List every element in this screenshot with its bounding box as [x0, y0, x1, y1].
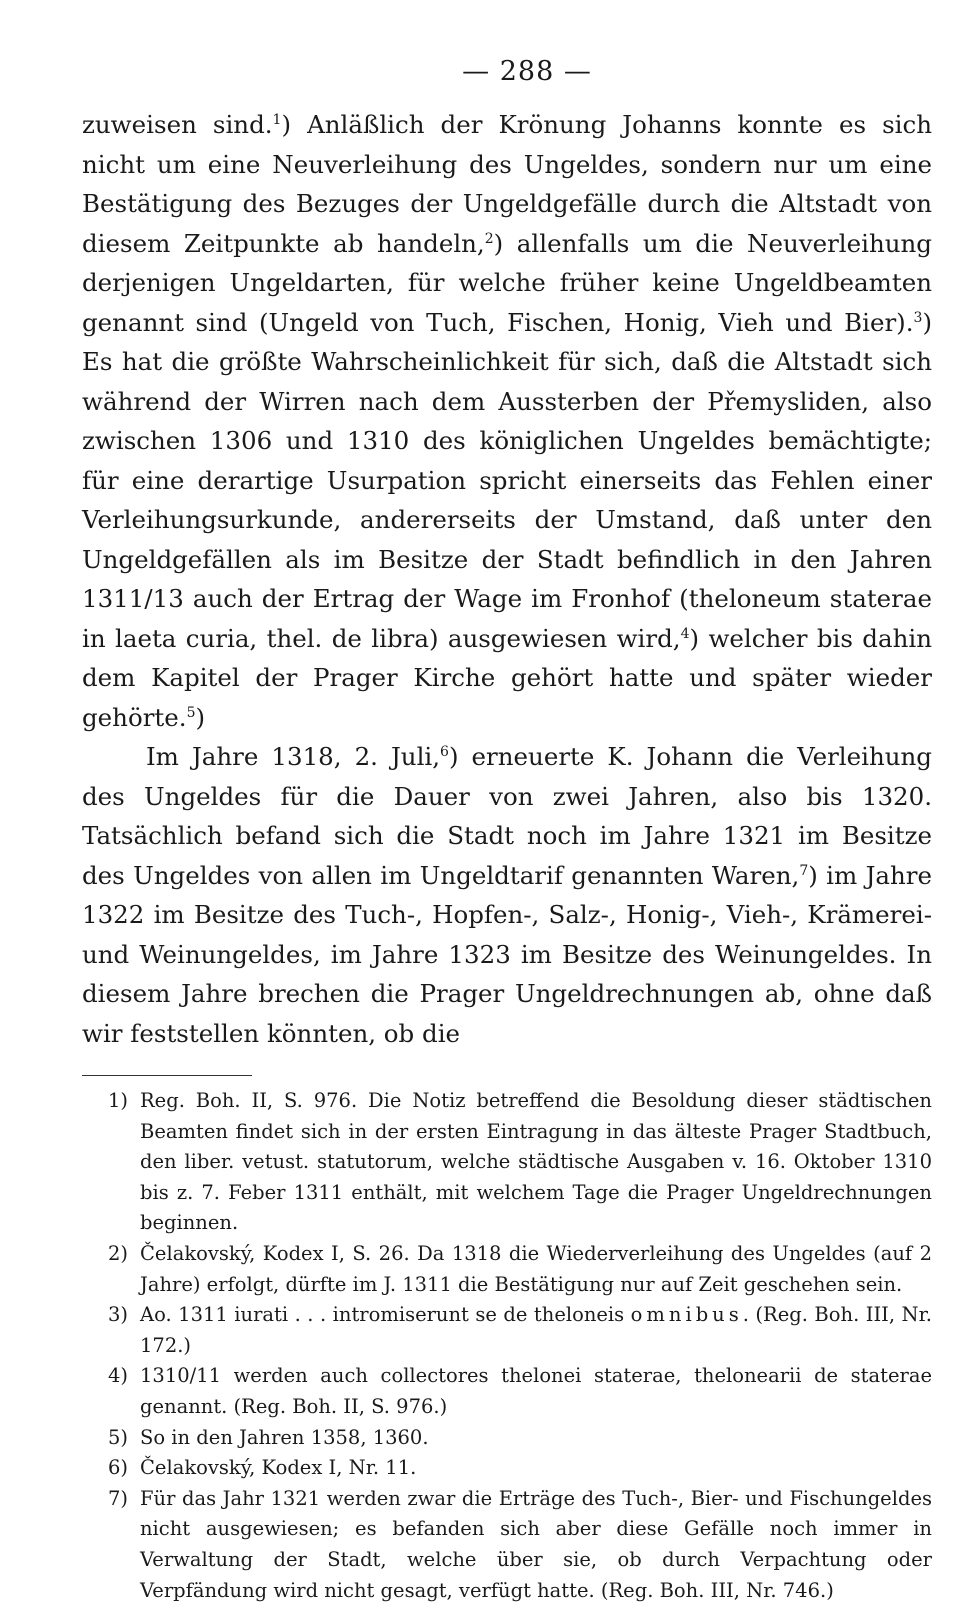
footnote-divider [82, 1075, 252, 1076]
footnote-number: 5) [108, 1425, 129, 1449]
text-run: ) [195, 702, 206, 732]
footnote-number: 6) [108, 1456, 129, 1480]
footnote [82, 1086, 932, 1239]
footnote [82, 1484, 932, 1606]
text-run: . (Reg. Boh. III, Nr. 172.) [140, 1303, 932, 1357]
footnote-reference: 4 [680, 625, 690, 642]
footnote [82, 1423, 932, 1454]
main-text [82, 105, 932, 1053]
footnote [82, 1361, 932, 1422]
emphasized-text: omnibus [630, 1303, 743, 1327]
footnote-reference: 7 [799, 862, 809, 879]
text-run: ) Es hat die größte Wahrscheinlichkeit für sich, daß die Altstadt sich während der Wirren nach dem Aussterben der Přemysliden, also zwischen 1306 und 1310 des königlichen Ungeldes bemächtigte; für eine derartige Usurpation spricht einerseits das Fehlen einer Verleihungsurkunde, andererseits der Umstand, daß unter den Ungeldgefällen als im Besitze der Stadt befindlich in den Jahren 1311/13 auch der Ertrag der Wage im Fronhof (theloneum staterae in laeta curia, thel. de libra) ausgewiesen wird, [82, 307, 932, 653]
text-run: zuweisen sind. [82, 110, 273, 139]
text-run: Ao. 1311 iurati . . . intromiserunt se de theloneis [140, 1303, 631, 1327]
footnote-reference: 1 [272, 111, 282, 128]
footnote-reference: 2 [484, 230, 494, 247]
text-run: Reg. Boh. II, S. 976. Die Notiz betreffend die Besoldung dieser städtischen Beamten findet sich in der ersten Eintragung in das älteste Prager Stadtbuch, den liber. vetust. statutorum, welche städtische Ausgaben v. 16. Oktober 1310 bis z. 7. Feber 1311 enthält, mit welchem Tage die Prager Ungeldrechnungen beginnen. [140, 1089, 932, 1235]
text-run: Für das Jahr 1321 werden zwar die Erträge des Tuch-, Bier- und Fischungeldes nicht ausgewiesen; es befanden sich aber diese Gefälle noch immer in Verwaltung der Stadt, welche über sie, ob durch Verpachtung oder Verpfändung wird nicht gesagt, verfügt hatte. (Reg. Boh. III, Nr. 746.) [140, 1486, 932, 1602]
footnote [82, 1453, 932, 1484]
footnote-reference: 3 [913, 309, 923, 326]
text-run: Čelakovský, Kodex I, Nr. 11. [140, 1456, 417, 1480]
text-run: ) welcher bis dahin dem Kapitel der Prager Kirche gehört hatte und später wieder gehörte. [82, 623, 932, 732]
text-run: So in den Jahren 1358, 1360. [140, 1425, 429, 1449]
footnotes-list [82, 1086, 932, 1606]
footnote-number: 7) [108, 1486, 129, 1510]
paragraph [82, 105, 932, 737]
footnote-number: 2) [108, 1241, 129, 1265]
text-run: ) Anläßlich der Krönung Johanns konnte es sich nicht um eine Neuverleihung des Ungeldes, sondern nur um eine Bestätigung des Bezuges der Ungeldgefälle durch die Altstadt von diesem Zeitpunkte ab handeln, [82, 110, 932, 258]
text-run: ) im Jahre 1322 im Besitze des Tuch-, Hopfen-, Salz-, Honig-, Vieh-, Krämerei- und Weinungeldes, im Jahre 1323 im Besitze des Weinungeldes. In diesem Jahre brechen die Prager Ungeldrechnungen ab, ohne daß wir feststellen könnten, ob die [82, 860, 932, 1048]
page-number: — 288 — [462, 56, 592, 87]
paragraph [82, 737, 932, 1053]
text-run: 1310/11 werden auch collectores thelonei staterae, thelonearii de staterae genannt. (Reg. Boh. II, S. 976.) [140, 1364, 932, 1418]
footnote [82, 1239, 932, 1300]
footnote-number: 4) [108, 1364, 129, 1388]
text-run: Čelakovský, Kodex I, S. 26. Da 1318 die Wiederverleihung des Ungeldes (auf 2 Jahre) erfolgt, dürfte im J. 1311 die Bestätigung nur auf Zeit geschehen sein. [140, 1241, 932, 1296]
footnote-number: 3) [108, 1303, 129, 1327]
text-run: Im Jahre 1318, 2. Juli, [146, 742, 441, 771]
text-run: ) erneuerte K. Johann die Verleihung des Ungeldes für die Dauer von zwei Jahren, also bis 1320. Tatsächlich befand sich die Stadt noch im Jahre 1321 im Besitze des Ungeldes von allen im Ungeldtarif genannten Waren, [82, 742, 932, 890]
footnote-reference: 5 [186, 704, 196, 721]
footnote-number: 1) [108, 1089, 129, 1112]
text-run: ) allenfalls um die Neuverleihung derjenigen Ungeldarten, für welche früher keine Ungeldbeamten genannt sind (Ungeld von Tuch, Fischen, Honig, Vieh und Bier). [82, 228, 932, 337]
footnote-reference: 6 [440, 743, 449, 760]
footnote [82, 1300, 932, 1361]
